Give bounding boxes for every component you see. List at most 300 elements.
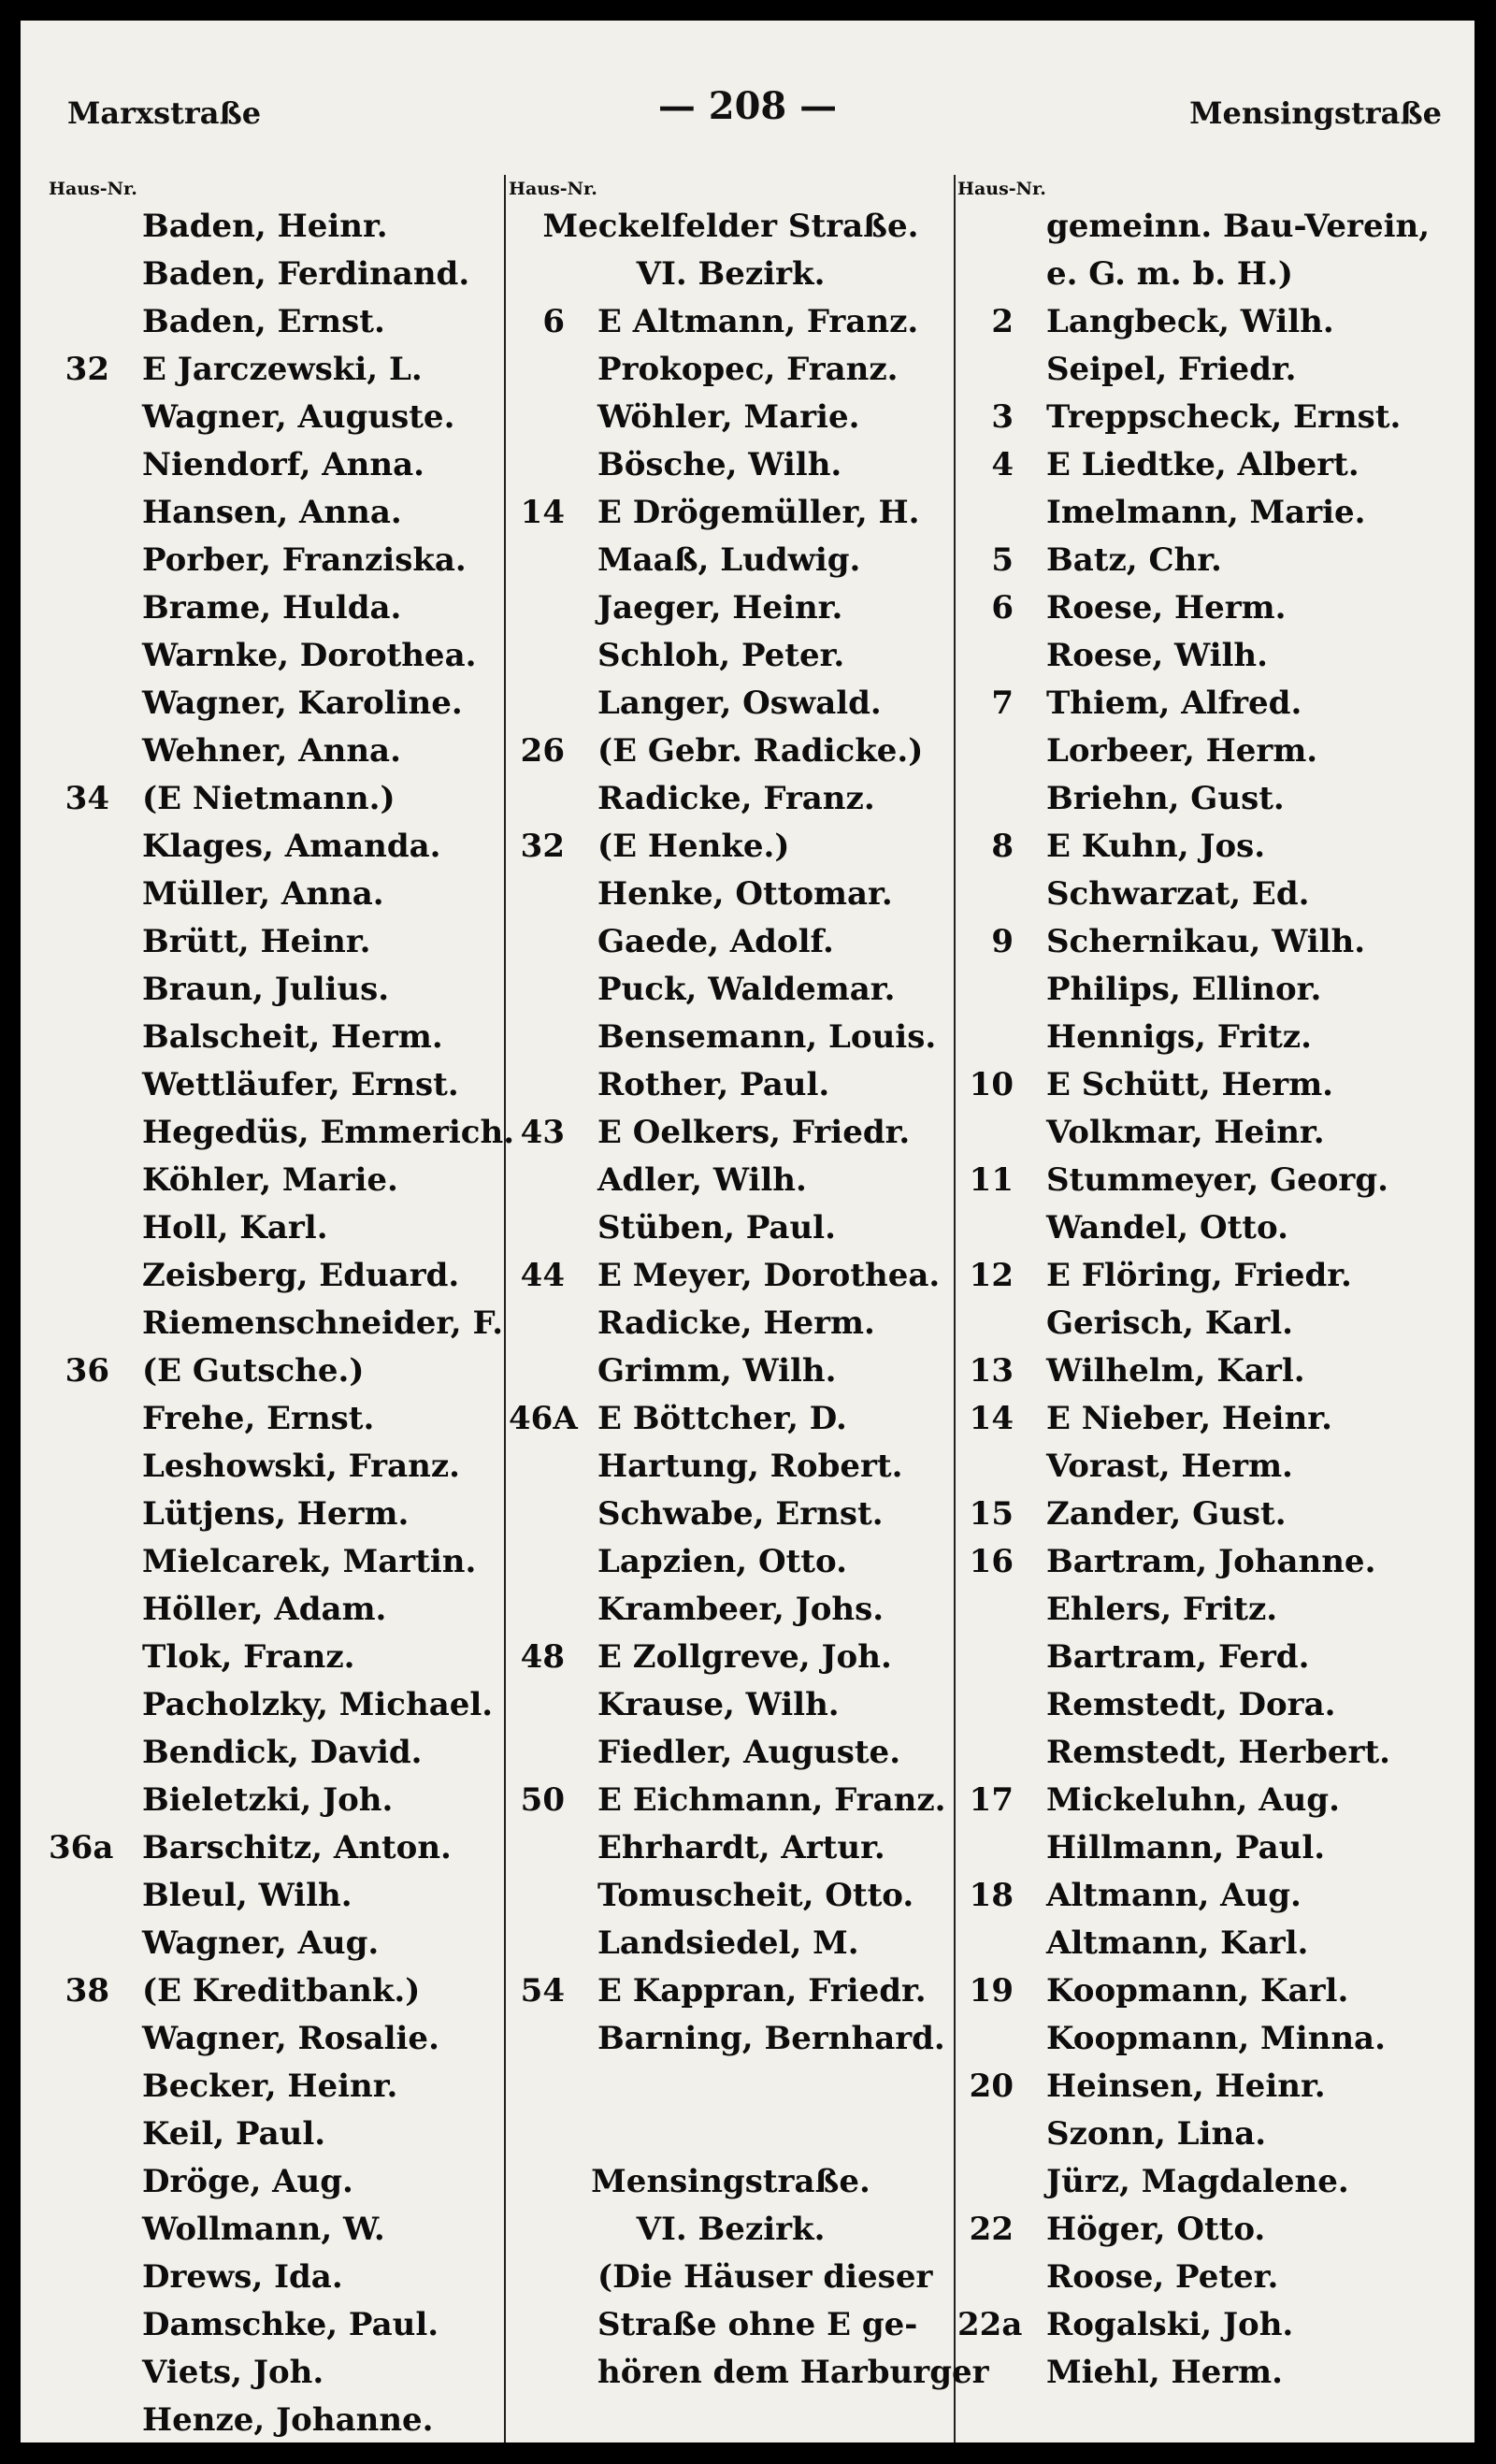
resident-name: Roese, Wilh. — [1046, 637, 1268, 674]
resident-name: E Nieber, Heinr. — [1046, 1400, 1332, 1437]
list-item — [509, 1395, 953, 1443]
list-item — [49, 1681, 502, 1729]
resident-name: Hillmann, Paul. — [1046, 1829, 1326, 1866]
resident-name: Leshowski, Franz. — [142, 1448, 460, 1485]
list-item — [509, 584, 953, 632]
resident-name: Vorast, Herm. — [1046, 1448, 1293, 1485]
resident-name: Dröge, Aug. — [142, 2163, 353, 2200]
list-item — [49, 1395, 502, 1443]
list-item — [49, 2301, 502, 2349]
column-divider — [954, 175, 956, 2442]
list-item — [49, 441, 502, 489]
list-item — [509, 1729, 953, 1777]
resident-name: Wandel, Otto. — [1046, 1209, 1288, 1246]
resident-name: (E Henke.) — [597, 828, 790, 865]
resident-name: Mickeluhn, Aug. — [1046, 1781, 1340, 1819]
house-number: 34 — [65, 780, 109, 817]
resident-name: Philips, Ellinor. — [1046, 971, 1322, 1008]
resident-name: Radicke, Franz. — [597, 780, 875, 817]
resident-name: Bartram, Johanne. — [1046, 1543, 1376, 1580]
list-item — [509, 823, 953, 871]
list-item — [509, 2015, 953, 2063]
house-number: 3 — [991, 398, 1014, 436]
list-item — [957, 251, 1472, 298]
resident-name: Koopmann, Minna. — [1046, 2020, 1386, 2057]
resident-name: Straße ohne E ge- — [597, 2306, 918, 2343]
resident-name: E Böttcher, D. — [597, 1400, 847, 1437]
house-number: 6 — [542, 303, 565, 340]
list-item — [49, 1538, 502, 1586]
resident-name: Imelmann, Marie. — [1046, 494, 1366, 531]
list-item — [509, 728, 953, 775]
list-item — [957, 966, 1472, 1014]
list-item — [49, 298, 502, 346]
right-running-title: Mensingstraße — [1189, 95, 1442, 131]
list-item — [49, 203, 502, 251]
resident-name: Krause, Wilh. — [597, 1686, 840, 1723]
list-item — [957, 2349, 1472, 2397]
resident-name: (E Kreditbank.) — [142, 1972, 421, 2010]
house-number: 5 — [991, 541, 1014, 579]
column-1 — [49, 175, 515, 2442]
house-number: 36a — [49, 1829, 114, 1866]
resident-name: Wehner, Anna. — [142, 732, 401, 770]
house-number: 43 — [520, 1114, 565, 1151]
list-item — [957, 1729, 1472, 1777]
house-number: 32 — [65, 351, 109, 388]
resident-name: Stüben, Paul. — [597, 1209, 836, 1246]
resident-name: Seipel, Friedr. — [1046, 351, 1297, 388]
list-item — [957, 2111, 1472, 2158]
house-number-label: Haus-Nr. — [49, 179, 137, 199]
resident-name: Braun, Julius. — [142, 971, 390, 1008]
list-item — [957, 728, 1472, 775]
resident-name: E Altmann, Franz. — [597, 303, 919, 340]
resident-name: Höller, Adam. — [142, 1591, 387, 1628]
list-item — [957, 1252, 1472, 1300]
list-item — [49, 1347, 502, 1395]
list-item — [49, 584, 502, 632]
list-item — [509, 966, 953, 1014]
resident-name: Lütjens, Herm. — [142, 1495, 410, 1533]
resident-name: Bartram, Ferd. — [1046, 1638, 1310, 1676]
house-number: 17 — [969, 1781, 1014, 1819]
house-number: 14 — [969, 1400, 1014, 1437]
list-item — [509, 1252, 953, 1300]
resident-name: Lapzien, Otto. — [597, 1543, 847, 1580]
list-item — [957, 1109, 1472, 1157]
list-item — [49, 1824, 502, 1872]
resident-name: Jaeger, Heinr. — [597, 589, 843, 627]
list-item — [957, 632, 1472, 680]
house-number: 4 — [991, 446, 1014, 483]
list-item — [49, 1586, 502, 1634]
list-item — [957, 584, 1472, 632]
resident-name: Batz, Chr. — [1046, 541, 1222, 579]
resident-name: Tlok, Franz. — [142, 1638, 355, 1676]
list-item — [509, 489, 953, 537]
list-item — [509, 251, 953, 298]
resident-name: Niendorf, Anna. — [142, 446, 424, 483]
resident-name: (Die Häuser dieser — [597, 2258, 933, 2296]
resident-name: (E Gutsche.) — [142, 1352, 365, 1390]
resident-name: Rother, Paul. — [597, 1066, 830, 1103]
list-item — [49, 2015, 502, 2063]
list-item — [49, 775, 502, 823]
list-item — [957, 1204, 1472, 1252]
list-item — [49, 537, 502, 584]
list-item — [957, 871, 1472, 918]
house-number: 13 — [969, 1352, 1014, 1390]
section-heading: VI. Bezirk. — [636, 255, 826, 293]
list-item — [957, 680, 1472, 728]
house-number: 22a — [957, 2306, 1023, 2343]
resident-name: Lorbeer, Herm. — [1046, 732, 1318, 770]
house-number: 7 — [991, 684, 1014, 722]
resident-name: Zander, Gust. — [1046, 1495, 1287, 1533]
section-heading: Mensingstraße. — [591, 2163, 870, 2200]
resident-name: Fiedler, Auguste. — [597, 1734, 901, 1771]
resident-name: Ehlers, Fritz. — [1046, 1591, 1278, 1628]
resident-name: Wagner, Rosalie. — [142, 2020, 439, 2057]
resident-name: hören dem Harburger — [597, 2354, 989, 2391]
list-item — [509, 441, 953, 489]
house-number: 26 — [520, 732, 565, 770]
list-item — [49, 1204, 502, 1252]
list-item — [509, 871, 953, 918]
resident-name: Tomuscheit, Otto. — [597, 1877, 914, 1914]
resident-name: Hansen, Anna. — [142, 494, 402, 531]
list-item — [509, 2254, 953, 2301]
house-number: 32 — [520, 828, 565, 865]
resident-name: Adler, Wilh. — [597, 1161, 807, 1199]
resident-name: Remstedt, Dora. — [1046, 1686, 1336, 1723]
page-number: — 208 — — [657, 84, 838, 128]
list-item — [957, 2206, 1472, 2254]
resident-name: Treppscheck, Ernst. — [1046, 398, 1402, 436]
resident-name: Köhler, Marie. — [142, 1161, 398, 1199]
list-item — [49, 871, 502, 918]
resident-name: Schwabe, Ernst. — [597, 1495, 884, 1533]
list-item — [49, 1872, 502, 1920]
house-number: 19 — [969, 1972, 1014, 2010]
list-item — [509, 203, 953, 251]
page-header — [21, 84, 1474, 140]
resident-name: E Jarczewski, L. — [142, 351, 423, 388]
resident-name: Heinsen, Heinr. — [1046, 2068, 1326, 2105]
list-item — [49, 1061, 502, 1109]
list-item — [509, 1014, 953, 1061]
resident-name: Becker, Heinr. — [142, 2068, 398, 2105]
list-item — [957, 346, 1472, 394]
list-item — [509, 918, 953, 966]
list-item — [957, 441, 1472, 489]
list-item — [957, 537, 1472, 584]
resident-name: Roese, Herm. — [1046, 589, 1287, 627]
house-number: 6 — [991, 589, 1014, 627]
resident-name: E Liedtke, Albert. — [1046, 446, 1359, 483]
house-number: 44 — [520, 1257, 565, 1294]
list-item — [49, 1014, 502, 1061]
resident-name: Thiem, Alfred. — [1046, 684, 1302, 722]
list-item — [509, 1300, 953, 1347]
resident-name: Szonn, Lina. — [1046, 2115, 1267, 2153]
resident-name: Bieletzki, Joh. — [142, 1781, 394, 1819]
list-item — [49, 394, 502, 441]
resident-name: Schwarzat, Ed. — [1046, 875, 1310, 913]
resident-name: Bensemann, Louis. — [597, 1018, 937, 1056]
resident-name: E Kuhn, Jos. — [1046, 828, 1266, 865]
list-item — [49, 1443, 502, 1491]
house-number: 11 — [969, 1161, 1014, 1199]
section-heading: Meckelfelder Straße. — [542, 208, 919, 245]
resident-name: Keil, Paul. — [142, 2115, 326, 2153]
list-item — [957, 1491, 1472, 1538]
resident-name: Pacholzky, Michael. — [142, 1686, 494, 1723]
house-number: 12 — [969, 1257, 1014, 1294]
resident-name: Damschke, Paul. — [142, 2306, 439, 2343]
resident-name: Barning, Bernhard. — [597, 2020, 945, 2057]
list-item — [49, 1920, 502, 1967]
resident-name: Wilhelm, Karl. — [1046, 1352, 1305, 1390]
resident-name: Schloh, Peter. — [597, 637, 845, 674]
list-item — [509, 1109, 953, 1157]
list-item — [49, 1252, 502, 1300]
resident-name: Wagner, Aug. — [142, 1924, 380, 1962]
house-number: 46A — [509, 1400, 578, 1437]
resident-name: Jürz, Magdalene. — [1046, 2163, 1349, 2200]
resident-name: Wagner, Auguste. — [142, 398, 455, 436]
list-item — [957, 1061, 1472, 1109]
resident-name: Krambeer, Johs. — [597, 1591, 885, 1628]
list-item — [957, 2158, 1472, 2206]
house-number: 2 — [991, 303, 1014, 340]
resident-name: Gerisch, Karl. — [1046, 1304, 1293, 1342]
column-2 — [509, 175, 989, 2397]
resident-name: Remstedt, Herbert. — [1046, 1734, 1391, 1771]
resident-name: Riemenschneider, F. — [142, 1304, 504, 1342]
resident-name: Hegedüs, Emmerich. — [142, 1114, 515, 1151]
resident-name: Drews, Ida. — [142, 2258, 343, 2296]
resident-name: Gaede, Adolf. — [597, 923, 834, 960]
list-item — [49, 489, 502, 537]
resident-name: Balscheit, Herm. — [142, 1018, 443, 1056]
resident-name: Baden, Heinr. — [142, 208, 388, 245]
resident-name: Zeisberg, Eduard. — [142, 1257, 460, 1294]
list-item — [509, 1443, 953, 1491]
list-item — [957, 918, 1472, 966]
resident-name: gemeinn. Bau-Verein, — [1046, 208, 1431, 245]
list-item — [957, 1014, 1472, 1061]
house-number: 50 — [520, 1781, 565, 1819]
list-item — [957, 1634, 1472, 1681]
list-item — [957, 1681, 1472, 1729]
list-item — [957, 1872, 1472, 1920]
directory-page — [21, 21, 1474, 2442]
list-item — [49, 2254, 502, 2301]
resident-name: Bösche, Wilh. — [597, 446, 842, 483]
list-item — [957, 298, 1472, 346]
resident-name: Brame, Hulda. — [142, 589, 402, 627]
list-item — [509, 1586, 953, 1634]
list-item — [509, 1491, 953, 1538]
resident-name: Müller, Anna. — [142, 875, 384, 913]
house-number-label: Haus-Nr. — [957, 179, 1046, 199]
list-item — [509, 1347, 953, 1395]
list-item — [957, 203, 1472, 251]
list-item — [49, 918, 502, 966]
list-item — [49, 1777, 502, 1824]
resident-name: Porber, Franziska. — [142, 541, 467, 579]
resident-name: Bleul, Wilh. — [142, 1877, 352, 1914]
resident-name: Mielcarek, Martin. — [142, 1543, 477, 1580]
list-item — [957, 1777, 1472, 1824]
resident-name: Roose, Peter. — [1046, 2258, 1279, 2296]
resident-name: (E Gebr. Radicke.) — [597, 732, 924, 770]
resident-name: Wollmann, W. — [142, 2211, 385, 2248]
resident-name: Hartung, Robert. — [597, 1448, 903, 1485]
left-running-title: Marxstraße — [67, 95, 262, 131]
list-item — [49, 251, 502, 298]
list-item — [957, 1967, 1472, 2015]
resident-name: Schernikau, Wilh. — [1046, 923, 1366, 960]
resident-name: Henke, Ottomar. — [597, 875, 893, 913]
resident-name: Rogalski, Joh. — [1046, 2306, 1294, 2343]
house-number: 8 — [991, 828, 1014, 865]
resident-name: E Eichmann, Franz. — [597, 1781, 946, 1819]
resident-name: Barschitz, Anton. — [142, 1829, 452, 1866]
house-number: 15 — [969, 1495, 1014, 1533]
resident-name: Hennigs, Fritz. — [1046, 1018, 1312, 1056]
house-number-label: Haus-Nr. — [509, 179, 597, 199]
list-item — [509, 2158, 953, 2206]
resident-name: Prokopec, Franz. — [597, 351, 899, 388]
resident-name: Stummeyer, Georg. — [1046, 1161, 1388, 1199]
resident-name: E Meyer, Dorothea. — [597, 1257, 941, 1294]
resident-name: E Flöring, Friedr. — [1046, 1257, 1352, 1294]
house-number: 10 — [969, 1066, 1014, 1103]
resident-name: Frehe, Ernst. — [142, 1400, 375, 1437]
list-item — [509, 346, 953, 394]
list-item — [509, 775, 953, 823]
list-item — [957, 1920, 1472, 1967]
resident-name: Baden, Ferdinand. — [142, 255, 470, 293]
list-item — [49, 1967, 502, 2015]
resident-name: Maaß, Ludwig. — [597, 541, 861, 579]
resident-name: Höger, Otto. — [1046, 2211, 1266, 2248]
list-item — [509, 1777, 953, 1824]
resident-name: Henze, Johanne. — [142, 2401, 434, 2439]
list-item — [49, 680, 502, 728]
list-item — [509, 1538, 953, 1586]
list-item — [957, 2301, 1472, 2349]
resident-name: Wöhler, Marie. — [597, 398, 860, 436]
resident-name: Bendick, David. — [142, 1734, 423, 1771]
list-item — [509, 2206, 953, 2254]
resident-name: Ehrhardt, Artur. — [597, 1829, 885, 1866]
resident-name: Briehn, Gust. — [1046, 780, 1285, 817]
house-number: 18 — [969, 1877, 1014, 1914]
resident-name: E Drögemüller, H. — [597, 494, 920, 531]
list-item — [49, 632, 502, 680]
list-item — [509, 1634, 953, 1681]
list-item — [509, 1872, 953, 1920]
list-item — [957, 1443, 1472, 1491]
list-item — [509, 1681, 953, 1729]
list-item — [49, 728, 502, 775]
list-item — [49, 2206, 502, 2254]
resident-name: Baden, Ernst. — [142, 303, 385, 340]
list-item — [957, 2254, 1472, 2301]
resident-name: Warnke, Dorothea. — [142, 637, 477, 674]
list-item — [509, 537, 953, 584]
list-item — [957, 775, 1472, 823]
resident-name: Puck, Waldemar. — [597, 971, 896, 1008]
list-item — [509, 2349, 989, 2397]
list-item — [509, 1061, 953, 1109]
list-item — [49, 1729, 502, 1777]
list-item — [49, 1157, 502, 1204]
house-number: 9 — [991, 923, 1014, 960]
resident-name: e. G. m. b. H.) — [1046, 255, 1293, 293]
resident-name: Radicke, Herm. — [597, 1304, 875, 1342]
resident-name: Langbeck, Wilh. — [1046, 303, 1334, 340]
list-item — [509, 632, 953, 680]
list-item — [957, 1586, 1472, 1634]
list-item — [49, 1491, 502, 1538]
house-number: 16 — [969, 1543, 1014, 1580]
list-item — [509, 680, 953, 728]
list-item — [49, 823, 502, 871]
house-number: 20 — [969, 2068, 1014, 2105]
resident-name: Viets, Joh. — [142, 2354, 324, 2391]
house-number: 36 — [65, 1352, 109, 1390]
list-item — [49, 2063, 502, 2111]
house-number: 14 — [520, 494, 565, 531]
resident-name: Langer, Oswald. — [597, 684, 882, 722]
list-item — [509, 394, 953, 441]
list-item — [957, 823, 1472, 871]
house-number: 38 — [65, 1972, 109, 2010]
list-item — [957, 1300, 1472, 1347]
list-item — [957, 1824, 1472, 1872]
list-item — [49, 2111, 502, 2158]
list-item — [509, 1920, 953, 1967]
resident-name: Miehl, Herm. — [1046, 2354, 1283, 2391]
list-item — [49, 2158, 502, 2206]
list-item — [957, 489, 1472, 537]
section-heading: VI. Bezirk. — [636, 2211, 826, 2248]
list-item — [957, 2063, 1472, 2111]
resident-name: E Kappran, Friedr. — [597, 1972, 927, 2010]
list-item — [957, 2015, 1472, 2063]
resident-name: E Schütt, Herm. — [1046, 1066, 1334, 1103]
resident-name: Grimm, Wilh. — [597, 1352, 837, 1390]
list-item — [509, 298, 953, 346]
list-item — [957, 1157, 1472, 1204]
resident-name: Wagner, Karoline. — [142, 684, 463, 722]
list-item — [509, 1824, 953, 1872]
resident-name: E Oelkers, Friedr. — [597, 1114, 911, 1151]
column-divider — [504, 175, 506, 2442]
list-item — [49, 1300, 502, 1347]
list-item — [509, 2111, 953, 2158]
house-number: 54 — [520, 1972, 565, 2010]
list-item — [957, 1395, 1472, 1443]
resident-name: Klages, Amanda. — [142, 828, 441, 865]
resident-name: E Zollgreve, Joh. — [597, 1638, 892, 1676]
list-item — [509, 1967, 953, 2015]
